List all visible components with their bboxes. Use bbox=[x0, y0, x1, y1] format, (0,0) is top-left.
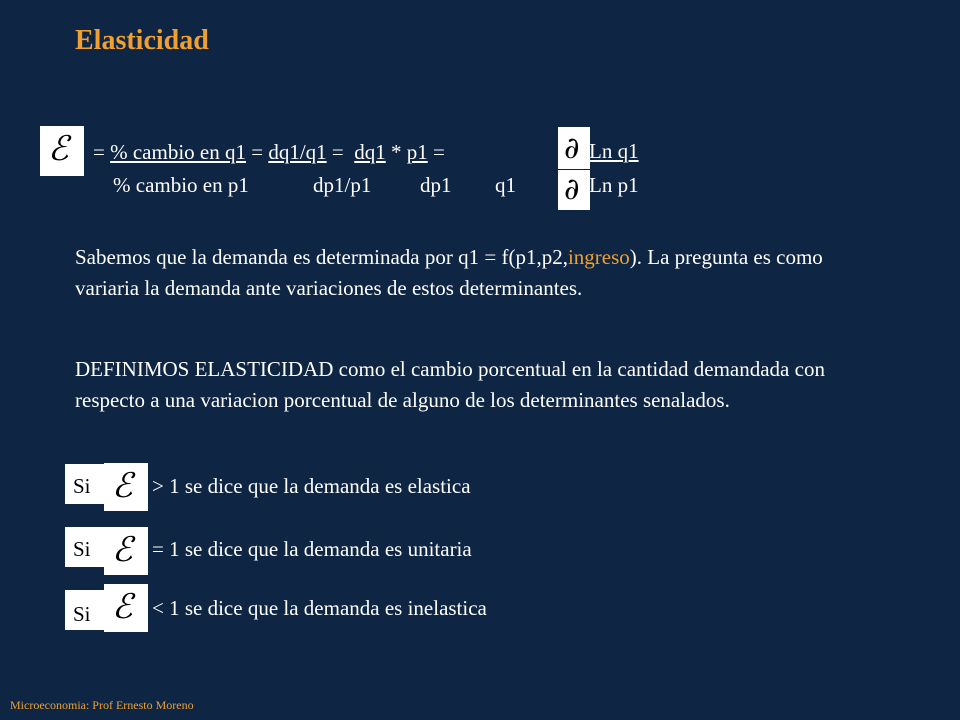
partial-box-bottom bbox=[558, 170, 590, 210]
epsilon-icon: ℰ bbox=[48, 129, 69, 169]
paragraph-demand: Sabemos que la demanda es determinada por q1 = f(p1,p2,ingreso). La pregunta es como variaria la demanda ante variaciones de estos determinantes. bbox=[75, 245, 823, 300]
epsilon-symbol-box bbox=[40, 126, 84, 176]
si-label-box bbox=[65, 590, 107, 630]
si-label-box bbox=[65, 527, 107, 567]
dq-over-q: dq1/q1 bbox=[268, 140, 327, 164]
si-label: Si bbox=[73, 474, 91, 498]
ln-p: Ln p1 bbox=[589, 173, 639, 197]
pct-change-q: % cambio en q1 bbox=[110, 140, 246, 164]
epsilon-icon: ℰ bbox=[112, 466, 133, 506]
epsilon-symbol-box bbox=[104, 584, 148, 632]
p: p1 bbox=[406, 140, 428, 164]
epsilon-icon: ℰ bbox=[112, 530, 133, 570]
epsilon-symbol-box bbox=[104, 527, 148, 575]
ln-q: Ln q1 bbox=[589, 139, 639, 163]
epsilon-icon: ℰ bbox=[112, 587, 133, 627]
paragraph-definition: DEFINIMOS ELASTICIDAD como el cambio porcentual en la cantidad demandada con respecto a una variacion porcentual de alguno de los determinantes senalados. bbox=[75, 357, 825, 412]
q: q1 bbox=[495, 173, 516, 197]
footer-credit: Microeconomia: Prof Ernesto Moreno bbox=[10, 698, 194, 712]
si-label-box bbox=[65, 464, 107, 504]
condition-inelastic: < 1 se dice que la demanda es inelastica bbox=[152, 596, 487, 620]
si-label: Si bbox=[73, 602, 91, 626]
partial-icon: ∂ bbox=[564, 131, 580, 166]
si-label: Si bbox=[73, 537, 91, 561]
pct-change-p: % cambio en p1 bbox=[113, 173, 249, 197]
partial-icon: ∂ bbox=[564, 172, 580, 207]
dp: dp1 bbox=[420, 173, 452, 197]
dp-over-p: dp1/p1 bbox=[313, 173, 372, 197]
formula-line-1: = % cambio en q1 = dq1/q1 = dq1 * p1 = bbox=[93, 140, 445, 164]
highlight-ingreso: ingreso bbox=[567, 245, 630, 269]
condition-unitary: = 1 se dice que la demanda es unitaria bbox=[152, 537, 472, 561]
partial-box-top bbox=[558, 127, 590, 169]
condition-elastic: > 1 se dice que la demanda es elastica bbox=[152, 474, 471, 498]
page-title: Elasticidad bbox=[75, 25, 209, 56]
dq: dq1 bbox=[354, 140, 386, 164]
epsilon-symbol-box bbox=[104, 463, 148, 511]
